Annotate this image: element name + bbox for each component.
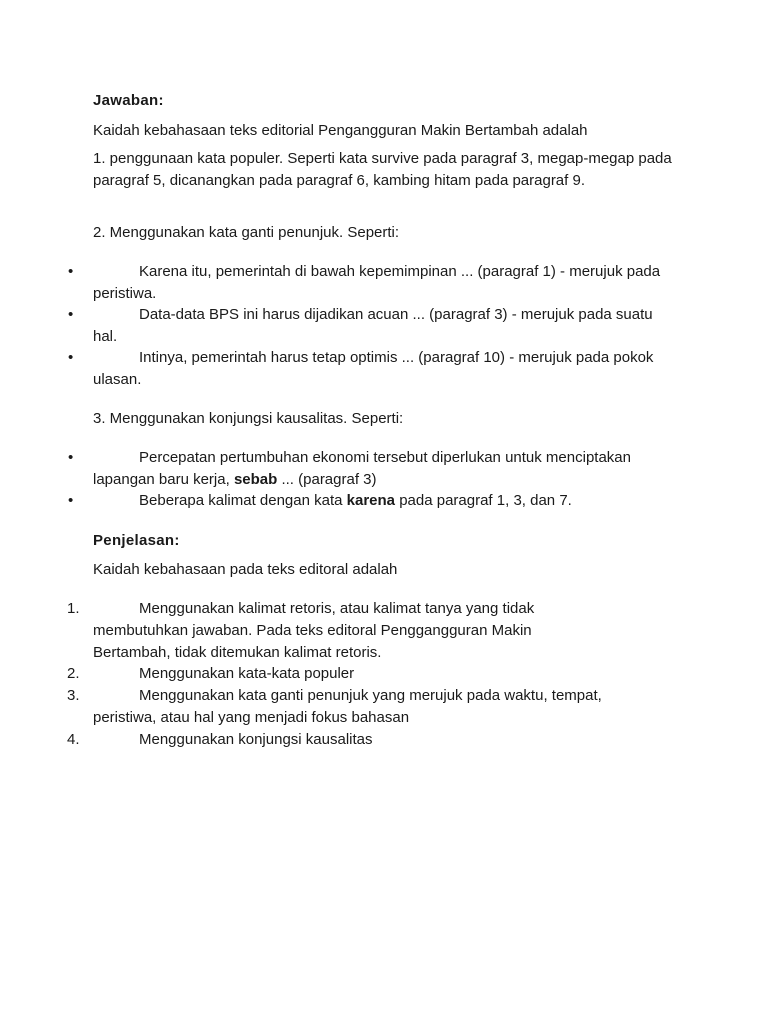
bold-keyword: sebab <box>233 471 278 488</box>
numbered-item-text: Menggunakan kalimat retoris, atau kalimat tanya yang tidak membutuhkan jawaban. Pada teks editoral Penggangguran Makin Bertambah, tidak ditemukan kalimat retoris. <box>93 600 535 661</box>
item-number: 1. <box>67 600 80 617</box>
answer-point-2: 2. Menggunakan kata ganti penunjuk. Seperti: <box>93 224 400 241</box>
item-number: 3. <box>67 687 80 704</box>
item-number: 2. <box>67 665 80 682</box>
list-item-text: ... (paragraf 3) <box>277 471 377 488</box>
answer-heading: Jawaban: <box>93 92 164 109</box>
bullet-icon: • <box>68 492 74 509</box>
numbered-item-text: Menggunakan konjungsi kausalitas <box>139 731 373 748</box>
bullet-icon: • <box>68 449 74 466</box>
list-item-text: Data-data BPS ini harus dijadikan acuan ... (paragraf 3) - merujuk pada suatu hal. <box>93 306 653 345</box>
bullet-icon: • <box>68 349 74 366</box>
numbered-item-text: Menggunakan kata-kata populer <box>139 665 355 682</box>
answer-point-1: 1. penggunaan kata populer. Seperti kata survive pada paragraf 3, megap-megap pada paragraf 5, dicanangkan pada paragraf 6, kambing hitam pada paragraf 9. <box>93 150 672 189</box>
bullet-icon: • <box>68 263 74 280</box>
bullet-icon: • <box>68 306 74 323</box>
list-item-text: Percepatan pertumbuhan ekonomi tersebut diperlukan untuk menciptakan lapangan baru kerja, <box>93 449 631 488</box>
list-item-text: Beberapa kalimat dengan kata <box>139 492 347 509</box>
list-item-text: pada paragraf 1, 3, dan 7. <box>395 492 572 509</box>
answer-point-3: 3. Menggunakan konjungsi kausalitas. Seperti: <box>93 410 404 427</box>
item-number: 4. <box>67 731 80 748</box>
answer-intro: Kaidah kebahasaan teks editorial Pengangguran Makin Bertambah adalah <box>93 122 588 139</box>
explanation-heading: Penjelasan: <box>93 532 180 549</box>
list-item-text: Karena itu, pemerintah di bawah kepemimpinan ... (paragraf 1) - merujuk pada peristiwa. <box>93 263 661 302</box>
bold-keyword: karena <box>346 492 396 509</box>
explanation-intro: Kaidah kebahasaan pada teks editoral adalah <box>93 561 398 578</box>
list-item-text: Intinya, pemerintah harus tetap optimis ... (paragraf 10) - merujuk pada pokok ulasan. <box>93 349 654 388</box>
numbered-item-text: Menggunakan kata ganti penunjuk yang merujuk pada waktu, tempat, peristiwa, atau hal yang menjadi fokus bahasan <box>93 687 602 726</box>
